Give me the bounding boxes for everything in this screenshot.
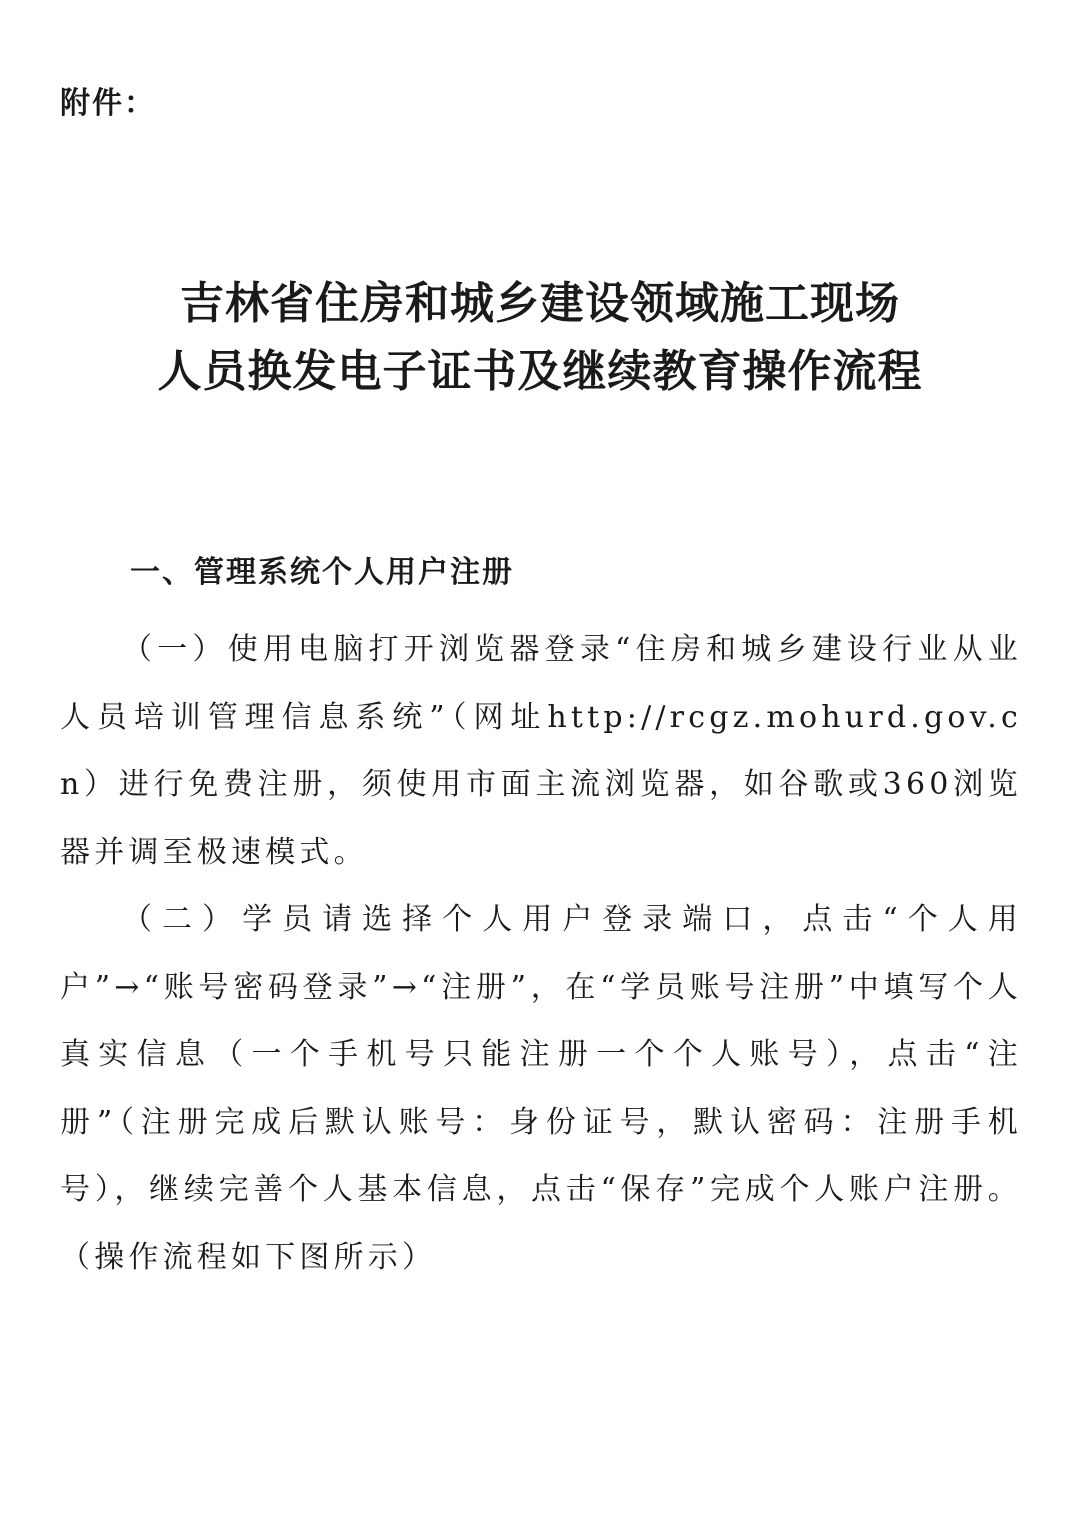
document-title-line-2: 人员换发电子证书及继续教育操作流程 (157, 346, 923, 397)
paragraph-step-1: （一）使用电脑打开浏览器登录“住房和城乡建设行业从业人员培训管理信息系统”（网址http://rcgz.mohurd.gov.cn）进行免费注册，须使用市面主流浏览器，如谷歌或360浏览器并调至极速模式。 (60, 632, 1022, 870)
paragraph-step-2: （二）学员请选择个人用户登录端口，点击“个人用户”→“账号密码登录”→“注册”，在“学员账号注册”中填写个人真实信息（一个手机号只能注册一个个人账号），点击“注册”（注册完成后默认账号：身份证号，默认密码：注册手机号），继续完善个人基本信息，点击“保存”完成个人账户注册。（操作流程如下图所示） (60, 902, 1022, 1275)
section-heading: 一、管理系统个人用户注册 (130, 555, 514, 590)
document-title-line-1: 吉林省住房和城乡建设领域施工现场 (180, 278, 900, 329)
attachment-label: 附件： (60, 86, 156, 121)
